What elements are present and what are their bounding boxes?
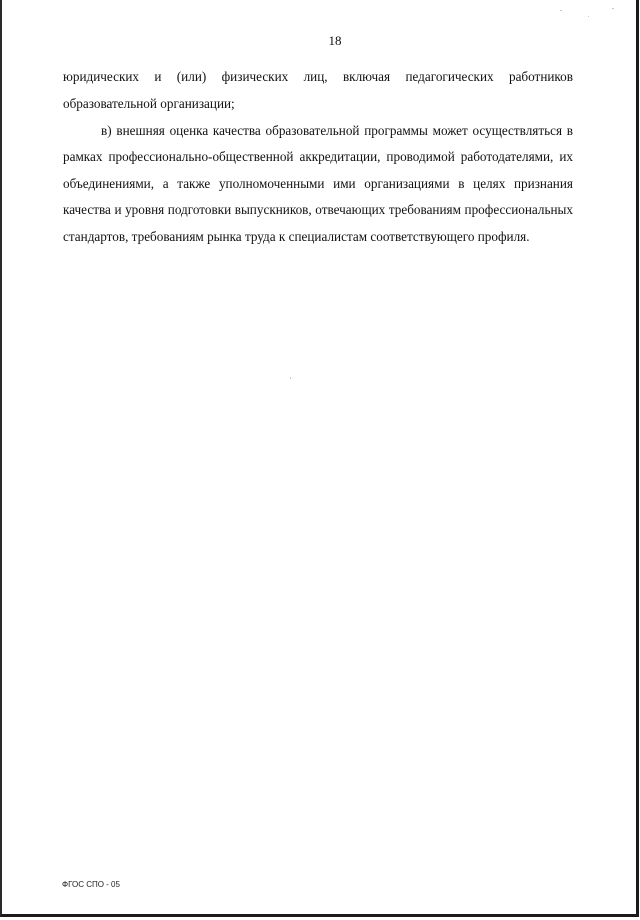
scan-speck <box>560 10 562 11</box>
scan-speck <box>290 377 291 379</box>
document-body <box>63 64 573 250</box>
scan-speck <box>612 8 614 9</box>
footer-document-code: ФГОС СПО - 05 <box>62 880 120 889</box>
page-number: 18 <box>328 33 342 48</box>
scan-speck <box>588 16 589 17</box>
paragraph-continuation: юридических и (или) физических лиц, включая педагогических работников образовательной организации; <box>63 69 573 111</box>
paragraph-item-v: в) внешняя оценка качества образовательной программы может осуществляться в рамках профессионально-общественной аккредитации, проводимой работодателями, их объединениями, а также уполномоченными ими организациями в целях признания качества и уровня подготовки выпускников, отвечающих требованиям профессиональных стандартов, требованиям рынка труда к специалистам соответствующего профиля. <box>63 122 573 244</box>
